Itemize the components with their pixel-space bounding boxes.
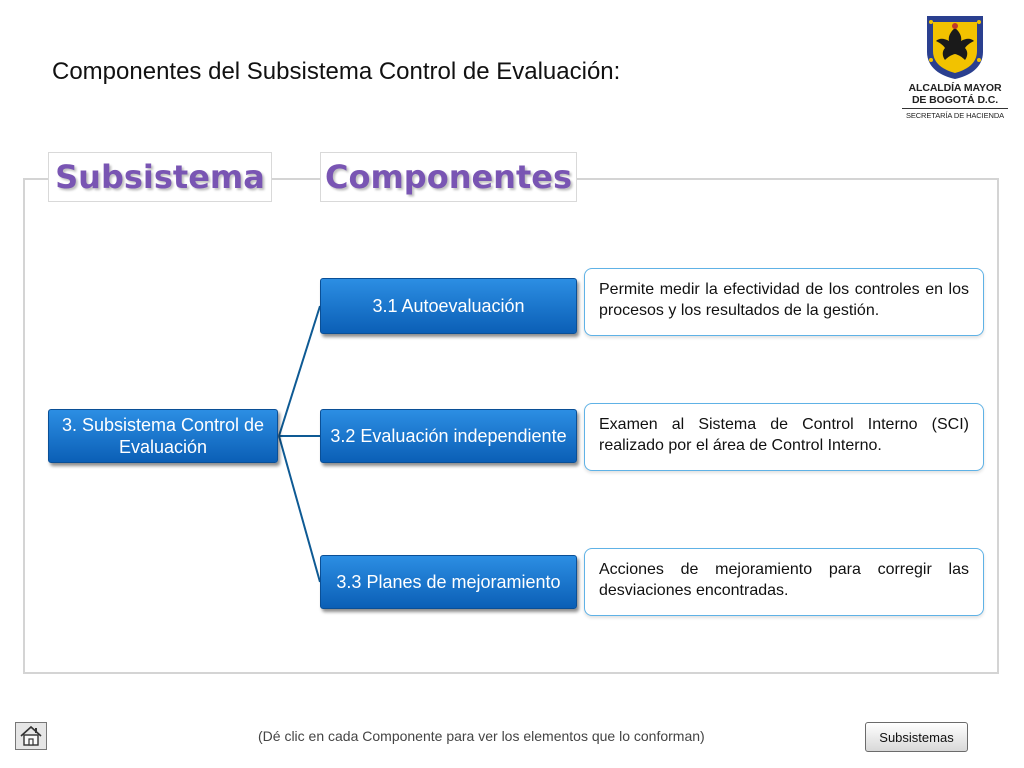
header-componentes: Componentes	[320, 152, 577, 202]
component-planes-mejoramiento-button[interactable]: 3.3 Planes de mejoramiento	[320, 555, 577, 609]
subsistemas-button[interactable]: Subsistemas	[865, 722, 968, 752]
description-planes-mejoramiento: Acciones de mejoramiento para corregir las desviaciones encontradas.	[584, 548, 984, 616]
description-evaluacion-independiente: Examen al Sistema de Control Interno (SCI) realizado por el área de Control Interno.	[584, 403, 984, 471]
home-button[interactable]	[15, 722, 47, 750]
connector-to-planes-mejoramiento	[279, 436, 320, 582]
subsistema-control-evaluacion-box: 3. Subsistema Control de Evaluación	[48, 409, 278, 463]
logo-line-alcaldia: ALCALDÍA MAYOR	[908, 82, 1002, 94]
description-autoevaluacion: Permite medir la efectividad de los controles en los procesos y los resultados de la gestión.	[584, 268, 984, 336]
logo-line-secretaria: SECRETARÍA DE HACIENDA	[905, 111, 1005, 120]
home-icon	[19, 725, 43, 747]
connector-to-autoevaluacion	[279, 306, 320, 436]
header-subsistema: Subsistema	[48, 152, 272, 202]
component-evaluacion-independiente-button[interactable]: 3.2 Evaluación independiente	[320, 409, 577, 463]
logo-line-bogota: DE BOGOTÁ D.C.	[911, 94, 999, 106]
component-autoevaluacion-button[interactable]: 3.1 Autoevaluación	[320, 278, 577, 334]
footer-instruction: (Dé clic en cada Componente para ver los elementos que lo conforman)	[258, 728, 705, 744]
slide-title: Componentes del Subsistema Control de Evaluación:	[52, 58, 621, 85]
